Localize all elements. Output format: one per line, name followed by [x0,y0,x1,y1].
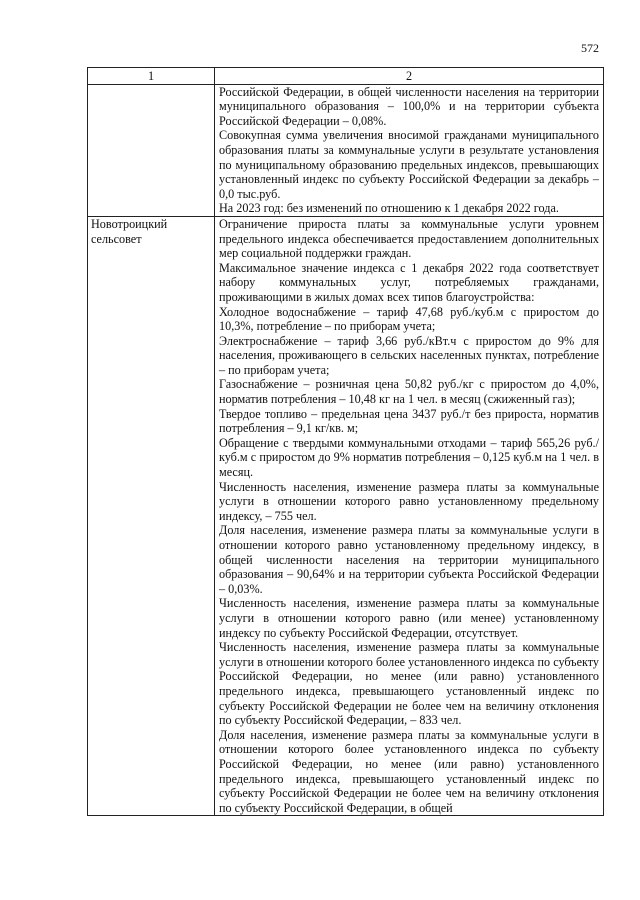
paragraph: Доля населения, изменение размера платы за коммунальные услуги в отношении которого более установленного индекса по субъекту Российской Федерации, но менее (или равно) установленного предельного индекса, превышающего установленный индекс по субъекту Российской Федерации не более чем на величину отклонения по субъекту Российской Федерации, в общей [219,727,599,815]
paragraph: Ограничение прироста платы за коммунальные услуги уровнем предельного индекса обеспечивается предоставлением дополнительных мер социальной поддержки граждан. [219,216,599,261]
paragraph: Численность населения, изменение размера платы за коммунальные услуги в отношении которого более установленного индекса по субъекту Российской Федерации, но менее (или равно) установленного предельного индекса, превышающего установленный индекс по субъекту Российской Федерации не более чем на величину отклонения по субъекту Российской Федерации, – 833 чел. [219,640,599,728]
page-number: 572 [581,41,599,55]
paragraph: Совокупная сумма увеличения вносимой гражданами муниципального образования платы за коммунальные услуги в результате установления по муниципальному образованию предельных индексов, превышающих установленный индекс по субъекту Российской Федерации за декабрь – 0,0 тыс.руб. [219,128,599,201]
row-content-cell [215,84,604,216]
paragraph: Твердое топливо – предельная цена 3437 руб./т без прироста, норматив потребления – 9,1 кг/кв. м; [219,406,599,436]
paragraph: Электроснабжение – тариф 3,66 руб./кВт.ч с приростом до 9% для населения, проживающего в сельских населенных пунктах, потребление – по приборам учета; [219,333,599,377]
paragraph: Численность населения, изменение размера платы за коммунальные услуги в отношении которого равно установленному предельному индексу, – 755 чел. [219,479,599,523]
table-row [88,84,604,216]
row-label-cell [88,84,215,216]
paragraph: Российской Федерации, в общей численности населения на территории муниципального образования – 100,0% и на территории субъекта Российской Федерации – 0,08%. [219,84,599,128]
paragraph: Максимальное значение индекса с 1 декабря 2022 года соответствует набору коммунальных услуг, потребляемых гражданами, проживающими в жилых домах всех типов благоустройства: [219,260,599,304]
table-header-row [88,68,604,85]
paragraph: На 2023 год: без изменений по отношению к 1 декабря 2022 года. [219,201,559,216]
paragraph: Газоснабжение – розничная цена 50,82 руб./кг с приростом до 4,0%, норматив потребления – 10,48 кг на 1 чел. в месяц (сжиженный газ); [219,377,599,407]
row-content-cell [215,216,604,815]
column-header-2: 2 [215,68,604,85]
paragraph: Холодное водоснабжение – тариф 47,68 руб./куб.м с приростом до 10,3%, потребление – по приборам учета; [219,304,599,334]
document-table [87,67,604,816]
region-name: Новотроицкий сельсовет [91,216,168,246]
column-header-1: 1 [88,68,215,85]
paragraph: Численность населения, изменение размера платы за коммунальные услуги в отношении которого равно (или менее) установленному индексу по субъекту Российской Федерации, отсутствует. [219,596,599,640]
table-row [88,216,604,815]
row-label-cell [88,216,215,815]
paragraph: Доля населения, изменение размера платы за коммунальные услуги в отношении которого равно установленному предельному индексу, в общей численности населения на территории муниципального образования – 90,64% и на территории субъекта Российской Федерации – 0,03%. [219,523,599,596]
paragraph: Обращение с твердыми коммунальными отходами – тариф 565,26 руб./куб.м с приростом до 9% норматив потребления – 0,125 куб.м на 1 чел. в месяц. [219,435,599,480]
